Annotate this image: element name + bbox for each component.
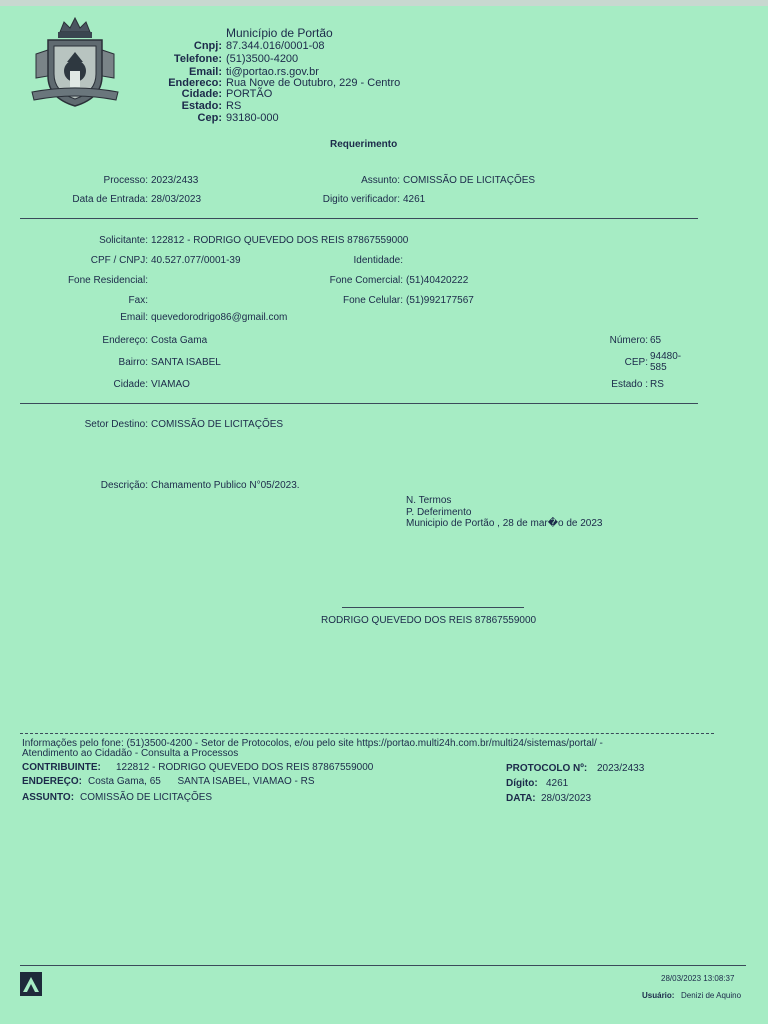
- system-logo-icon: [20, 972, 42, 996]
- numero-value: 65: [650, 335, 662, 346]
- data-footer-label: DATA:: [506, 793, 536, 804]
- cnpj-value: 87.344.016/0001-08: [226, 40, 325, 52]
- cnpj-label: Cnpj:: [193, 40, 222, 52]
- estado-req-value: RS: [650, 379, 664, 390]
- endereco-footer-value: Costa Gama, 65 SANTA ISABEL, VIAMAO - RS: [88, 776, 315, 787]
- cidade-req-value: VIAMAO: [151, 379, 190, 390]
- fone-celular-label: Fone Celular:: [342, 295, 403, 306]
- estado-req-label: Estado :: [611, 379, 648, 390]
- setor-destino-value: COMISSÃO DE LICITAÇÕES: [151, 419, 284, 430]
- bottom-divider: [20, 965, 746, 966]
- cep-value: 93180-000: [226, 112, 279, 124]
- protocolo-label: PROTOCOLO Nº:: [506, 763, 588, 774]
- processo-value: 2023/2433: [151, 175, 199, 186]
- usuario-label: Usuário:: [642, 991, 675, 1000]
- cidade-value: PORTÃO: [226, 88, 273, 100]
- closing-line1: N. Termos: [406, 495, 452, 506]
- data-entrada-value: 28/03/2023: [151, 194, 202, 205]
- telefone-value: (51)3500-4200: [226, 53, 299, 65]
- email-req-value: quevedorodrigo86@gmail.com: [151, 312, 288, 323]
- endereco-req-label: Endereço:: [102, 335, 148, 346]
- document-title: Requerimento: [330, 139, 398, 150]
- closing-line3: Municipio de Portão , 28 de mar�o de 2023: [406, 518, 603, 529]
- usuario-value: Denizi de Aquino: [681, 991, 742, 1000]
- assunto-label: Assunto:: [361, 175, 400, 186]
- cep-req-label: CEP:: [624, 357, 648, 368]
- assunto-footer-value: COMISSÃO DE LICITAÇÕES: [80, 792, 213, 803]
- signature-line: [342, 607, 524, 608]
- org-name: Município de Portão: [226, 26, 333, 40]
- fone-celular-value: (51)992177567: [406, 295, 474, 306]
- cep-req-line2: 585: [650, 362, 667, 373]
- telefone-label: Telefone:: [173, 53, 222, 65]
- contribuinte-label: CONTRIBUINTE:: [22, 762, 101, 773]
- setor-destino-label: Setor Destino:: [84, 419, 148, 430]
- dashed-cut-line: [20, 733, 714, 734]
- estado-label: Estado:: [181, 100, 222, 112]
- numero-label: Número:: [609, 335, 648, 346]
- signature-name: RODRIGO QUEVEDO DOS REIS 87867559000: [321, 615, 537, 626]
- endereco-req-value: Costa Gama: [151, 335, 208, 346]
- assunto-value: COMISSÃO DE LICITAÇÕES: [403, 175, 536, 186]
- digito-footer-value: 4261: [546, 778, 569, 789]
- contribuinte-value: 122812 - RODRIGO QUEVEDO DOS REIS 87867559000: [116, 762, 374, 773]
- assunto-footer-label: ASSUNTO:: [22, 792, 75, 803]
- descricao-value: Chamamento Publico N°05/2023.: [151, 480, 300, 491]
- cpf-cnpj-value: 40.527.077/0001-39: [151, 255, 241, 266]
- fone-comercial-value: (51)40420222: [406, 275, 469, 286]
- divider: [20, 218, 698, 219]
- data-footer-value: 28/03/2023: [541, 793, 592, 804]
- fax-label: Fax:: [128, 295, 148, 306]
- email-req-label: Email:: [120, 312, 148, 323]
- coat-of-arms-logo: [30, 14, 120, 110]
- descricao-label: Descrição:: [100, 480, 148, 491]
- divider: [20, 403, 698, 404]
- endereco-value: Rua Nove de Outubro, 229 - Centro: [226, 77, 401, 89]
- processo-label: Processo:: [103, 175, 148, 186]
- bairro-value: SANTA ISABEL: [151, 357, 221, 368]
- estado-value: RS: [226, 100, 242, 112]
- fone-residencial-label: Fone Residencial:: [67, 275, 148, 286]
- cep-label: Cep:: [197, 112, 222, 124]
- digito-footer-label: Dígito:: [506, 778, 538, 789]
- scan-top-edge: [0, 0, 768, 6]
- bairro-label: Bairro:: [118, 357, 148, 368]
- identidade-label: Identidade:: [353, 255, 403, 266]
- cidade-req-label: Cidade:: [113, 379, 148, 390]
- digito-label: Digito verificador:: [322, 194, 400, 205]
- cpf-cnpj-label: CPF / CNPJ:: [90, 255, 148, 266]
- cep-req-line1: 94480-: [650, 351, 682, 362]
- cep-req-value: [650, 351, 681, 373]
- protocolo-value: 2023/2433: [597, 763, 645, 774]
- timestamp: 28/03/2023 13:08:37: [661, 974, 735, 983]
- email-label: Email:: [188, 66, 222, 78]
- info-line2: Atendimento ao Cidadão - Consulta a Processos: [22, 748, 239, 759]
- info-line1: Informações pelo fone: (51)3500-4200 - Setor de Protocolos, e/ou pelo site https://portao.multi24h.com.br/multi24/sistemas/portal/ -: [22, 738, 603, 749]
- endereco-footer-label: ENDEREÇO:: [22, 776, 83, 787]
- data-entrada-label: Data de Entrada:: [72, 194, 148, 205]
- closing-line2: P. Deferimento: [406, 507, 472, 518]
- email-value: ti@portao.rs.gov.br: [226, 66, 319, 78]
- digito-value: 4261: [403, 194, 426, 205]
- cidade-label: Cidade:: [181, 88, 222, 100]
- endereco-label: Endereco:: [168, 77, 222, 89]
- solicitante-value: 122812 - RODRIGO QUEVEDO DOS REIS 87867559000: [151, 235, 409, 246]
- fone-comercial-label: Fone Comercial:: [329, 275, 403, 286]
- solicitante-label: Solicitante:: [99, 235, 148, 246]
